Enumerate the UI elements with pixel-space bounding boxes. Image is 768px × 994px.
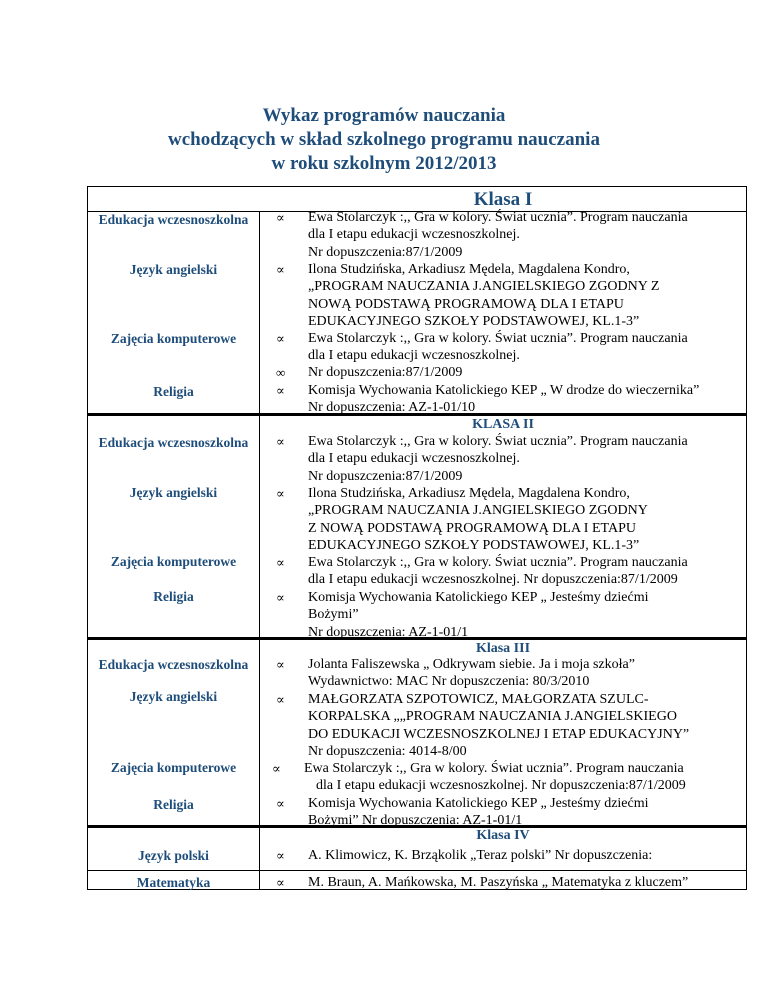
subject-label: Język angielski (129, 689, 218, 704)
subject-label: Religia (153, 384, 194, 399)
bullet-icon: ∝ (276, 262, 285, 277)
bullet-icon: ∝ (276, 331, 285, 346)
subject-label: Język angielski (129, 262, 218, 277)
bullet-icon: ∝ (276, 875, 285, 890)
heading-line-3: w roku szkolnym 2012/2013 (271, 153, 497, 174)
document-heading (0, 104, 768, 176)
subject-label: Język angielski (129, 485, 218, 500)
bullet-icon: ∝ (276, 796, 285, 811)
subject-label: Zajęcia komputerowe (110, 760, 237, 775)
heading-line-2: wchodzących w skład szkolnego programu nauczania (168, 129, 600, 150)
bullet-icon: ∝ (276, 848, 285, 863)
subject-label: Zajęcia komputerowe (110, 331, 237, 346)
bullet-icon: ∝ (276, 383, 285, 398)
section-title-klasa-4: Klasa IV (476, 828, 530, 843)
infinity-icon: ∞ (276, 365, 286, 380)
bullet-icon: ∝ (276, 590, 285, 605)
subject-label: Zajęcia komputerowe (110, 554, 237, 569)
subject-label: Edukacja wczesnoszkolna (98, 212, 249, 227)
subject-label: Matematyka (136, 875, 211, 890)
subject-label: Religia (153, 797, 194, 812)
bullet-icon: ∝ (276, 434, 285, 449)
heading-line-1: Wykaz programów nauczania (262, 105, 506, 126)
column-divider (259, 212, 260, 889)
section-title-klasa-3: Klasa III (475, 641, 531, 656)
section-title-klasa-1: Klasa I (473, 189, 533, 210)
subject-label: Edukacja wczesnoszkolna (98, 657, 249, 672)
bullet-icon: ∝ (276, 210, 285, 225)
section-title-klasa-2: KLASA II (472, 417, 534, 432)
bullet-icon: ∝ (276, 692, 285, 707)
subject-label: Język polski (138, 848, 209, 863)
programs-table: Klasa I Edukacja wczesnoszkolna Język angielski Zajęcia komputerowe Religia ∝ Ewa Stolarczyk :,, Gra w kolory. Świat ucznia”. Program nauczania dla I etapu edukacji wczesnoszkolnej. Nr dopuszczenia:87/1/2009 ∝ Ilona Studzińska, Arkadiusz Mędela, Magdalena Kondro, „PROGRAM NAUCZANIA J.ANGIELSKIEGO ZGODNY Z NOWĄ PODSTAWĄ PROGRAMOWĄ DLA I ETAPU EDUKACYJNEGO SZKOŁY PODSTAWOWEJ, KL.1-3” ∝ Ewa Stolarczyk :,, Gra w kolory. Świat ucznia”. Program nauczania dla I etapu edukacji wczesnoszkolnej. ∞ Nr dopuszczenia:87/1/2009 ∝ Komisja Wychowania Katolickiego KEP „ W drodze do wieczernika” Nr dopuszczenia: AZ-1-01/10 KLASA II Edukacja wczesnoszkolna Język angielski Zajęcia komputerowe Religia ∝ Ewa Stolarczyk :,, Gra w kolory. Świat ucznia”. Program nauczania dla I etapu edukacji wczesnoszkolnej. Nr dopuszczenia:87/1/2009 ∝ Ilona Studzińska, Arkadiusz Mędela, Magdalena Kondro, „PROGRAM NAUCZANIA J.ANGIELSKIEGO ZGODNY Z NOWĄ PODSTAWĄ PROGRAMOWĄ DLA I ETAPU EDUKACYJNEGO SZKOŁY PODSTAWOWEJ, KL.1-3” ∝ Ewa Stolarczyk :,, Gra w kolory. Świat ucznia”. Program nauczania dla I etapu edukacji wczesnoszkolnej. Nr dopuszczenia:87/1/2009 ∝ Komisja Wychowania Katolickiego KEP „ Jesteśmy dziećmi Bożymi” Nr dopuszczenia: AZ-1-01/1 Klasa III Edukacja wczesnoszkolna Język angielski Zajęcia komputerowe Religia ∝ Jolanta Faliszewska „ Odkrywam siebie. Ja i moja szkoła” Wydawnictwo: MAC Nr dopuszczenia: 80/3/2010 ∝ MAŁGORZATA SZPOTOWICZ, MAŁGORZATA SZULC- KORPALSKA „„PROGRAM NAUCZANIA J.ANGIELSKIEGO DO EDUKACJI WCZESNOSZKOLNEJ I ETAP EDUKACYJNY” Nr dopuszczenia: 4014-8/00 ∝ Ewa Stolarczyk :,, Gra w kolory. Świat ucznia”. Program nauczania dla I etapu edukacji wczesnoszkolnej. Nr dopuszczenia:87/1/2009 ∝ Komisja Wychowania Katolickiego KEP „ Jesteśmy dziećmi Bożymi” Nr dopuszczenia: AZ-1-01/1 Klasa IV Język polski ∝ A. Klimowicz, K. Brząkolik „Teraz polski” Nr dopuszczenia: Matematyka ∝ M. Braun, A. Mańkowska, M. Paszyńska „ Matematyka z kluczem” (87, 186, 747, 890)
row-divider (88, 870, 746, 871)
bullet-icon: ∝ (276, 657, 285, 672)
bullet-icon: ∝ (276, 486, 285, 501)
bullet-icon: ∝ (272, 761, 281, 776)
bullet-icon: ∝ (276, 555, 285, 570)
subject-label: Edukacja wczesnoszkolna (98, 435, 249, 450)
subject-label: Religia (153, 589, 194, 604)
